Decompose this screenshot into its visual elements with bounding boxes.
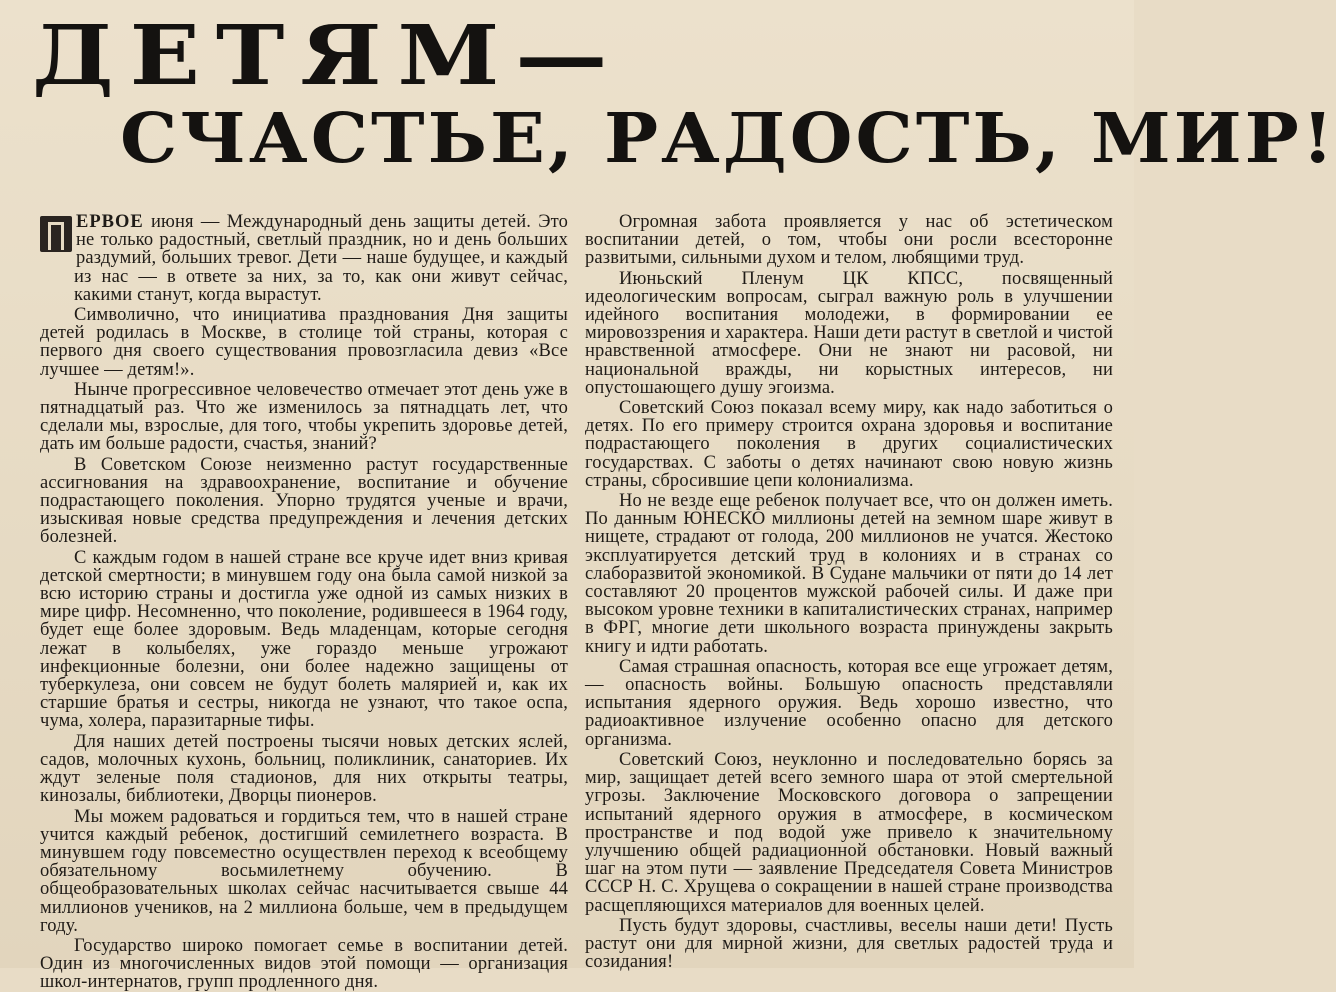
article-right-column <box>585 213 1113 971</box>
drop-cap-letter-p <box>40 216 72 252</box>
paragraph: Советский Союз, неуклонно и последовательно борясь за мир, защищает детей всего земного шара от этой смертельной угрозы. Заключение Московского договора о запрещении испытаний ядерного оружия в атмосфере, в космическом пространстве и под водой уже привело к значительному улучшению общей радиационной обстановки. Новый важный шаг на этом пути — заявление Председателя Совета Министров СССР Н. С. Хрущева о сокращении в нашей стране производства расщепляющихся материалов для военных целей. <box>585 749 1113 916</box>
paragraph: Огромная забота проявляется у нас об эстетическом воспитании детей, о том, чтобы они росли всесторонне развитыми, сильными духом и телом, любящими труд. <box>585 212 1113 269</box>
paragraph: Символично, что инициатива празднования Дня защиты детей родилась в Москве, в столице той страны, которая с первого дня своего существования провозгласила девиз «Все лучшее — детям!». <box>40 305 568 380</box>
paragraph: Пусть будут здоровы, счастливы, веселы наши дети! Пусть растут они для мирной жизни, для светлых радостей труда и созидания! <box>585 915 1113 973</box>
paragraph: С каждым годом в нашей стране все круче идет вниз кривая детской смертности; в минувшем году она была самой низкой за всю историю страны и достигла уже одной из самых низких в мире цифр. Несомненно, что поколение, родившееся в 1964 году, будет еще более здоровым. Ведь младенцам, которые сегодня лежат в колыбелях, уже гораздо меньше угрожают инфекционные болезни, они более надежно защищены от туберкулеза, они совсем не будут болеть малярией и, как их старшие братья и сестры, никогда не узнают, что такое оспа, чума, холера, паразитарные тифы. <box>40 547 568 732</box>
paragraph: Мы можем радоваться и гордиться тем, что в нашей стране учится каждый ребенок, достигший семилетнего возраста. В минувшем году повсеместно осуществлен переход к всеобщему обязательному восьмилетнему обучению. В общеобразовательных школах сейчас насчитывается свыше 44 миллионов учеников, на 2 миллиона больше, чем в предыдущем году. <box>40 806 568 936</box>
headline-line-2: СЧАСТЬЕ, РАДОСТЬ, МИР! <box>120 97 1336 179</box>
paragraph: Июньский Пленум ЦК КПСС, посвященный идеологическим вопросам, сыграл важную роль в улучшении идейного воспитания молодежи, в формировании ее мировоззрения и характера. Наши дети растут в светлой и чистой нравственной атмосфере. Они не знают ни расовой, ни национальной вражды, ни корыстных интересов, ни опустошающего душу эгоизма. <box>585 268 1113 398</box>
paragraph: Но не везде еще ребенок получает все, что он должен иметь. По данным ЮНЕСКО миллионы детей на земном шаре живут в нищете, страдают от голода, 200 миллионов не учатся. Жестоко эксплуатируется детский труд в колониях и в странах со слаборазвитой экономикой. В Судане мальчики от пяти до 14 лет составляют 20 процентов мужской рабочей силы. И даже при высоком уровне техники в капиталистических странах, например в ФРГ, многие дети школьного возраста принуждены закрыть книгу и идти работать. <box>585 491 1113 657</box>
paragraph: Нынче прогрессивное человечество отмечает этот день уже в пятнадцатый раз. Что же изменилось за пятнадцать лет, что сделали мы, взрослые, для того, чтобы укрепить здоровье детей, дать им больше радости, счастья, знаний? <box>40 379 568 455</box>
paragraph: Государство широко помогает семье в воспитании детей. Один из многочисленных видов этой помощи — организация школ-интернатов, групп продленного дня. <box>40 935 568 992</box>
lead-paragraph <box>40 213 568 304</box>
article-left-column <box>40 213 568 992</box>
paragraph: Советский Союз показал всему миру, как надо заботиться о детях. По его примеру строится охрана здоровья и воспитание подрастающего поколения в других социалистических государствах. С заботы о детях начинают свою новую жизнь страны, сбросившие цепи колониализма. <box>585 398 1113 491</box>
paragraph: Самая страшная опасность, которая все еще угрожает детям,— опасность войны. Большую опасность представляли испытания ядерного оружия. Ведь хорошо известно, что радиоактивное излучение особенно опасно для детского организма. <box>585 656 1113 750</box>
lead-first-word: ЕРВОЕ <box>76 212 144 232</box>
paragraph: Для наших детей построены тысячи новых детских яслей, садов, молочных кухонь, больниц, поликлиник, санаториев. Их ждут зеленые поля стадионов, для них открыты театры, кинозалы, библиотеки, Дворцы пионеров. <box>40 731 568 807</box>
paragraph: В Советском Союзе неизменно растут государственные ассигнования на здравоохранение, воспитание и обучение подрастающего поколения. Упорно трудятся ученые и врачи, изыскивая новые средства предупреждения и лечения детских болезней. <box>40 454 568 548</box>
headline-line-1: ДЕТЯМ— <box>32 6 624 104</box>
lead-text: июня — Международный день защиты детей. Это не только радостный, светлый праздник, но и день больших раздумий, больших тревог. Дети — наше будущее, и каждый из нас — в ответе за них, за то, как они живут сейчас, какими станут, когда вырастут. <box>74 212 568 305</box>
